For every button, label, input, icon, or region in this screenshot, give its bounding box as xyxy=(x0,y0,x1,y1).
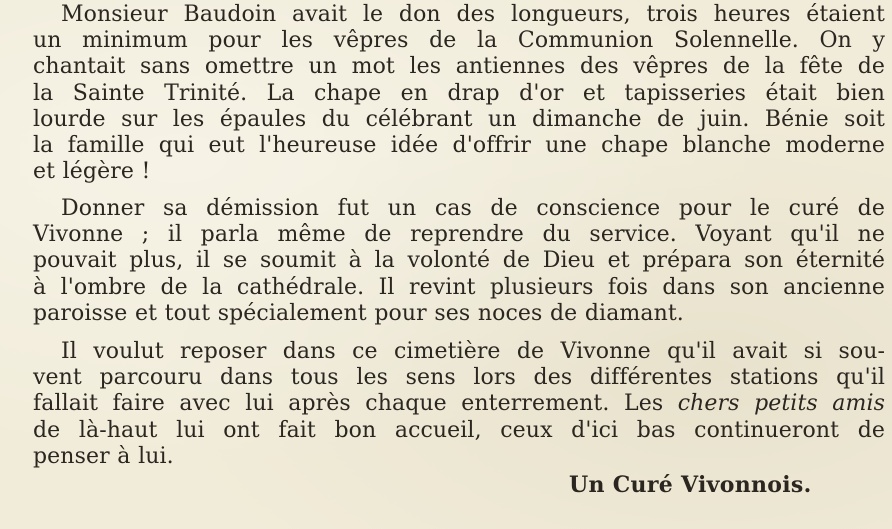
paragraph-2-line: pouvait plus, il se soumit à la volonté de Dieu et prépara son éternité xyxy=(33,248,885,274)
paragraph-1-line: la famille qui eut l'heureuse idée d'offrir une chape blanche moderne xyxy=(33,133,885,159)
paragraph-3-line: penser à lui. xyxy=(33,443,174,469)
paragraph-2-line: Donner sa démission fut un cas de conscience pour le curé de xyxy=(61,196,885,221)
paragraph-1-line: lourde sur les épaules du célébrant un dimanche de juin. Bénie soit xyxy=(33,106,885,132)
paragraph-2 xyxy=(33,196,885,327)
paragraph-3-line: Il voulut reposer dans ce cimetière de Vivonne qu'il avait si sou- xyxy=(61,339,885,364)
paragraph-2-line: Vivonne ; il parla même de reprendre du service. Voyant qu'il ne xyxy=(33,222,885,248)
paragraph-1-line: la Sainte Trinité. La chape en drap d'or et tapisseries était bien xyxy=(33,80,885,106)
paragraph-1-line: un minimum pour les vêpres de la Communion Solennelle. On y xyxy=(33,28,885,54)
paragraph-3-line-3-text: fallait faire avec lui après chaque enterrement. Les xyxy=(33,391,678,417)
document-page xyxy=(33,0,885,529)
paragraph-3-line xyxy=(33,391,885,417)
signature: Un Curé Vivonnois. xyxy=(569,472,812,498)
paragraph-2-line: à l'ombre de la cathédrale. Il revint plusieurs fois dans son ancienne xyxy=(33,274,885,300)
paragraph-1-line: chantait sans omettre un mot les antiennes des vêpres de la fête de xyxy=(33,54,885,80)
paragraph-1-line: et légère ! xyxy=(33,159,151,185)
paragraph-1-line: Monsieur Baudoin avait le don des longueurs, trois heures étaient xyxy=(61,2,885,27)
paragraph-3 xyxy=(33,339,885,470)
paragraph-1 xyxy=(33,2,885,185)
paragraph-3-line: de là-haut lui ont fait bon accueil, ceux d'ici bas continueront de xyxy=(33,417,885,443)
paragraph-3-line: vent parcouru dans tous les sens lors des différentes stations qu'il xyxy=(33,365,885,391)
italic-phrase: chers petits amis xyxy=(677,391,885,417)
paragraph-2-line: paroisse et tout spécialement pour ses noces de diamant. xyxy=(33,300,684,326)
